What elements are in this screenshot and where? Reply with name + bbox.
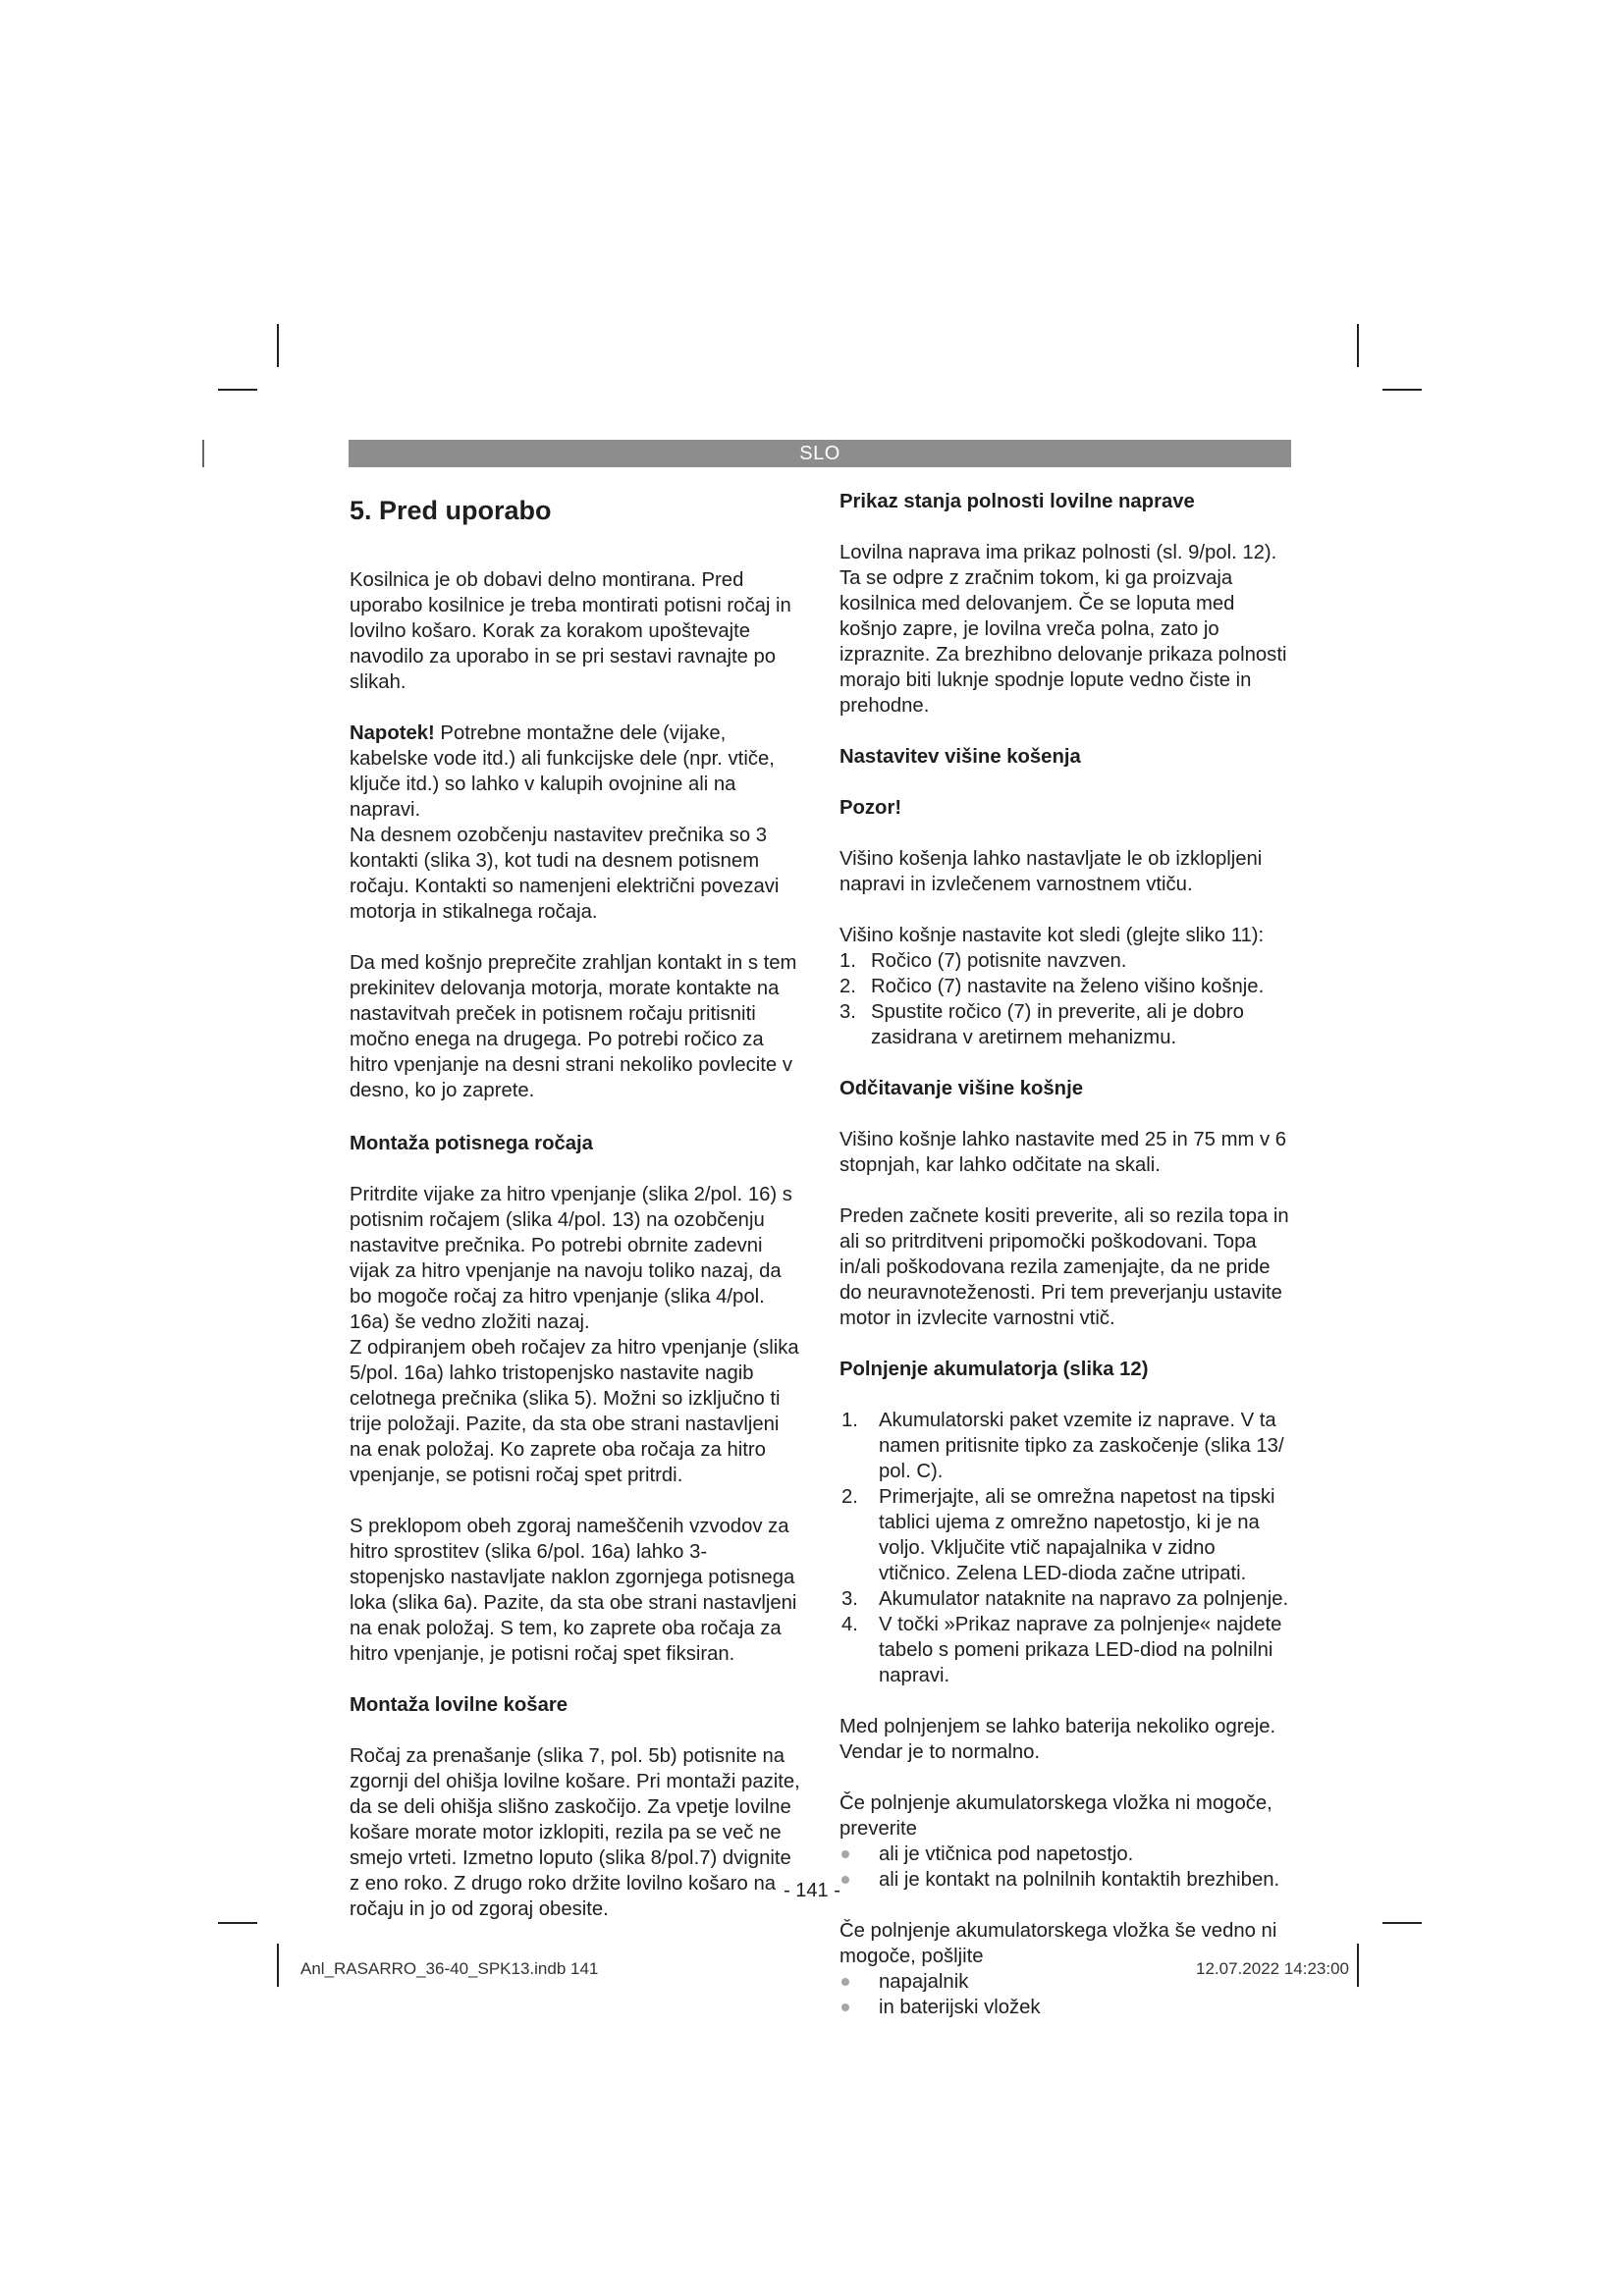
- list-item: [839, 974, 1291, 999]
- step-text: Primerjajte, ali se omrežna napetost na tipski tablici ujema z omrežno napetostjo, ki je na voljo. Vključite vtič napajalnika v zidno vtičnico. Zelena LED-dioda začne utripati.: [879, 1486, 1275, 1584]
- warning-label: Pozor!: [839, 797, 902, 819]
- note-paragraph: [350, 721, 801, 823]
- crop-mark: [1382, 389, 1422, 391]
- crop-mark: [218, 389, 257, 391]
- intro-paragraph: Kosilnica je ob dobavi delno montirana. Pred uporabo kosilnice je treba montirati potisni ročaj in lovilno košaro. Korak za korakom upoštevajte navodilo za uporabo in se pri sestavi ravnajte po slikah.: [350, 569, 791, 693]
- subheading-push-handle: Montaža potisnega ročaja: [350, 1133, 593, 1154]
- height-reading-paragraph: Višino košnje lahko nastavite med 25 in 75 mm v 6 stopnjah, kar lahko odčitate na skali.: [839, 1129, 1287, 1176]
- crop-mark: [277, 1944, 279, 1987]
- list-item: [839, 948, 1291, 974]
- crop-mark: [277, 324, 279, 367]
- cutting-height-steps: [839, 948, 1291, 1050]
- step-text: Spustite ročico (7) in preverite, ali je dobro zasidrana v aretirnem mehanizmu.: [871, 1001, 1244, 1048]
- subheading-height-reading: Odčitavanje višine košnje: [839, 1078, 1083, 1099]
- step-text: Akumulator nataknite na napravo za polnjenje.: [879, 1588, 1289, 1610]
- charging-warm-paragraph: Med polnjenjem se lahko baterija nekoliko ogreje. Vendar je to normalno.: [839, 1716, 1276, 1763]
- crop-mark: [202, 440, 204, 467]
- section-title: 5. Pred uporabo: [350, 496, 552, 525]
- list-item: [839, 1842, 1291, 1867]
- list-item: [839, 1612, 1291, 1688]
- push-handle-paragraph-2: Z odpiranjem obeh ročajev za hitro vpenjanje (slika 5/pol. 16a) lahko tristopenjsko nastavite nagib celotnega prečnika (slika 5). Možni so izključno ti trije položaji. Pazite, da sta obe strani nastavljeni na enak položaj. Ko zaprete oba ročaja za hitro vpenjanje, se potisni ročaj spet pritrdi.: [350, 1337, 799, 1486]
- step-number: 3.: [839, 1001, 856, 1023]
- subheading-grass-box: Montaža lovilne košare: [350, 1694, 568, 1716]
- grass-box-paragraph: Ročaj za prenašanje (slika 7, pol. 5b) potisnite na zgornji del ohišja lovilne košare. Pri montaži pazite, da se deli ohišja slišno zaskočijo. Za vpetje lovilne košare morate motor izklopiti, rezila pa se več ne smejo vrteti. Izmetno loputo (slika 8/pol.7) dvignite z eno roko. Z drugo roko držite lovilno košaro na ročaju in jo od zgoraj obesite.: [350, 1745, 800, 1920]
- step-number: 3.: [841, 1588, 858, 1610]
- step-number: 1.: [841, 1410, 858, 1431]
- crop-mark: [1382, 1922, 1422, 1924]
- list-item: [839, 999, 1291, 1050]
- footer-filename: Anl_RASARRO_36-40_SPK13.indb 141: [300, 1959, 599, 1978]
- list-item: [839, 1995, 1291, 2020]
- bullet-icon: [841, 2003, 849, 2011]
- list-item: [839, 1408, 1291, 1484]
- bullet-text: ali je kontakt na polnilnih kontaktih brezhiben.: [879, 1869, 1280, 1891]
- charging-steps: [839, 1408, 1291, 1688]
- step-text: V točki »Prikaz naprave za polnjenje« najdete tabelo s pomeni prikaza LED-diod na polnilni napravi.: [879, 1614, 1282, 1686]
- left-column: [350, 489, 801, 1948]
- cutting-height-paragraph-2: Višino košnje nastavite kot sledi (glejte sliko 11):: [839, 925, 1265, 946]
- note-label: Napotek!: [350, 722, 435, 744]
- bullet-icon: [841, 1850, 849, 1858]
- push-handle-paragraph-1: Pritrdite vijake za hitro vpenjanje (slika 2/pol. 16) s potisnim ročajem (slika 4/pol. 13) na ozobčenju nastavitve prečnika. Po potrebi obrnite zadevni vijak za hitro vpenjanje na navoju toliko nazaj, da bo mogoče ročaj za hitro vpenjanje (slika 4/pol. 16a) še vedno zložiti nazaj.: [350, 1184, 792, 1333]
- step-text: Ročico (7) nastavite na želeno višino košnje.: [871, 976, 1265, 997]
- list-item: [839, 1586, 1291, 1612]
- bullet-text: in baterijski vložek: [879, 1997, 1041, 2018]
- subheading-fill-indicator: Prikaz stanja polnosti lovilne naprave: [839, 491, 1195, 512]
- fill-indicator-paragraph: Lovilna naprava ima prikaz polnosti (sl. 9/pol. 12). Ta se odpre z zračnim tokom, ki ga proizvaja kosilnica med delovanjem. Če se loputa med košnjo zapre, je lovilna vreča polna, zato jo izpraznite. Za brezhibno delovanje prikaza polnosti morajo biti luknje spodnje lopute vedno čiste in prehodne.: [839, 542, 1287, 717]
- crop-mark: [1357, 1944, 1359, 1987]
- blade-check-paragraph: Preden začnete kositi preverite, ali so rezila topa in ali so pritrditveni pripomočki poškodovani. Topa in/ali poškodovana rezila zamenjajte, da ne pride do neuravnoteženosti. Pri tem preverjanju ustavite motor in izvlecite varnostni vtič.: [839, 1205, 1289, 1329]
- footer-timestamp: 12.07.2022 14:23:00: [1196, 1959, 1349, 1978]
- step-number: 2.: [841, 1486, 858, 1508]
- step-number: 1.: [839, 950, 856, 972]
- cutting-height-paragraph-1: Višino košenja lahko nastavljate le ob izklopljeni napravi in izvlečenem varnostnem vtiču.: [839, 848, 1263, 895]
- subheading-battery-charging: Polnjenje akumulatorja (slika 12): [839, 1359, 1149, 1380]
- bullet-text: ali je vtičnica pod napetostjo.: [879, 1843, 1134, 1865]
- subheading-cutting-height: Nastavitev višine košenja: [839, 746, 1081, 768]
- language-header-bar: SLO: [349, 440, 1291, 467]
- charging-check-paragraph: Če polnjenje akumulatorskega vložka ni mogoče, preverite: [839, 1792, 1272, 1840]
- push-handle-paragraph-3: S preklopom obeh zgoraj nameščenih vzvodov za hitro sprostitev (slika 6/pol. 16a) lahko 3-stopenjsko nastavljate naklon zgornjega potisnega loka (slika 6a). Pazite, da sta obe strani nastavljeni na enak položaj. S tem, ko zaprete oba ročaja za hitro vpenjanje, je potisni ročaj spet fiksiran.: [350, 1516, 797, 1665]
- bullet-text: napajalnik: [879, 1971, 969, 1993]
- contacts-paragraph: Na desnem ozobčenju nastavitev prečnika so 3 kontakti (slika 3), kot tudi na desnem potisnem ročaju. Kontakti so namenjeni električni povezavi motorja in stikalnega ročaja.: [350, 825, 780, 923]
- crop-mark: [1357, 324, 1359, 367]
- step-number: 2.: [839, 976, 856, 997]
- contact-paragraph: Da med košnjo preprečite zrahljan kontakt in s tem prekinitev delovanja motorja, morate kontakte na nastavitvah preček in potisnem ročaju pritisniti močno enega na drugega. Po potrebi ročico za hitro vpenjanje na desni strani nekoliko povlecite v desno, ko jo zaprete.: [350, 952, 797, 1101]
- note-text: Potrebne montažne dele (vijake, kabelske vode itd.) ali funkcijske dele (npr. vtiče, ključe itd.) so lahko v kalupih ovojnine ali na napravi.: [350, 722, 775, 821]
- step-text: Ročico (7) potisnite navzven.: [871, 950, 1127, 972]
- bullet-icon: [841, 1978, 849, 1986]
- step-text: Akumulatorski paket vzemite iz naprave. V ta namen pritisnite tipko za zaskočenje (slika 13/ pol. C).: [879, 1410, 1284, 1482]
- send-paragraph: Če polnjenje akumulatorskega vložka še vedno ni mogoče, pošljite: [839, 1920, 1277, 1967]
- crop-mark: [218, 1922, 257, 1924]
- right-column: [839, 489, 1291, 2046]
- page-number: - 141 -: [784, 1880, 840, 1901]
- step-number: 4.: [841, 1614, 858, 1635]
- list-item: [839, 1484, 1291, 1586]
